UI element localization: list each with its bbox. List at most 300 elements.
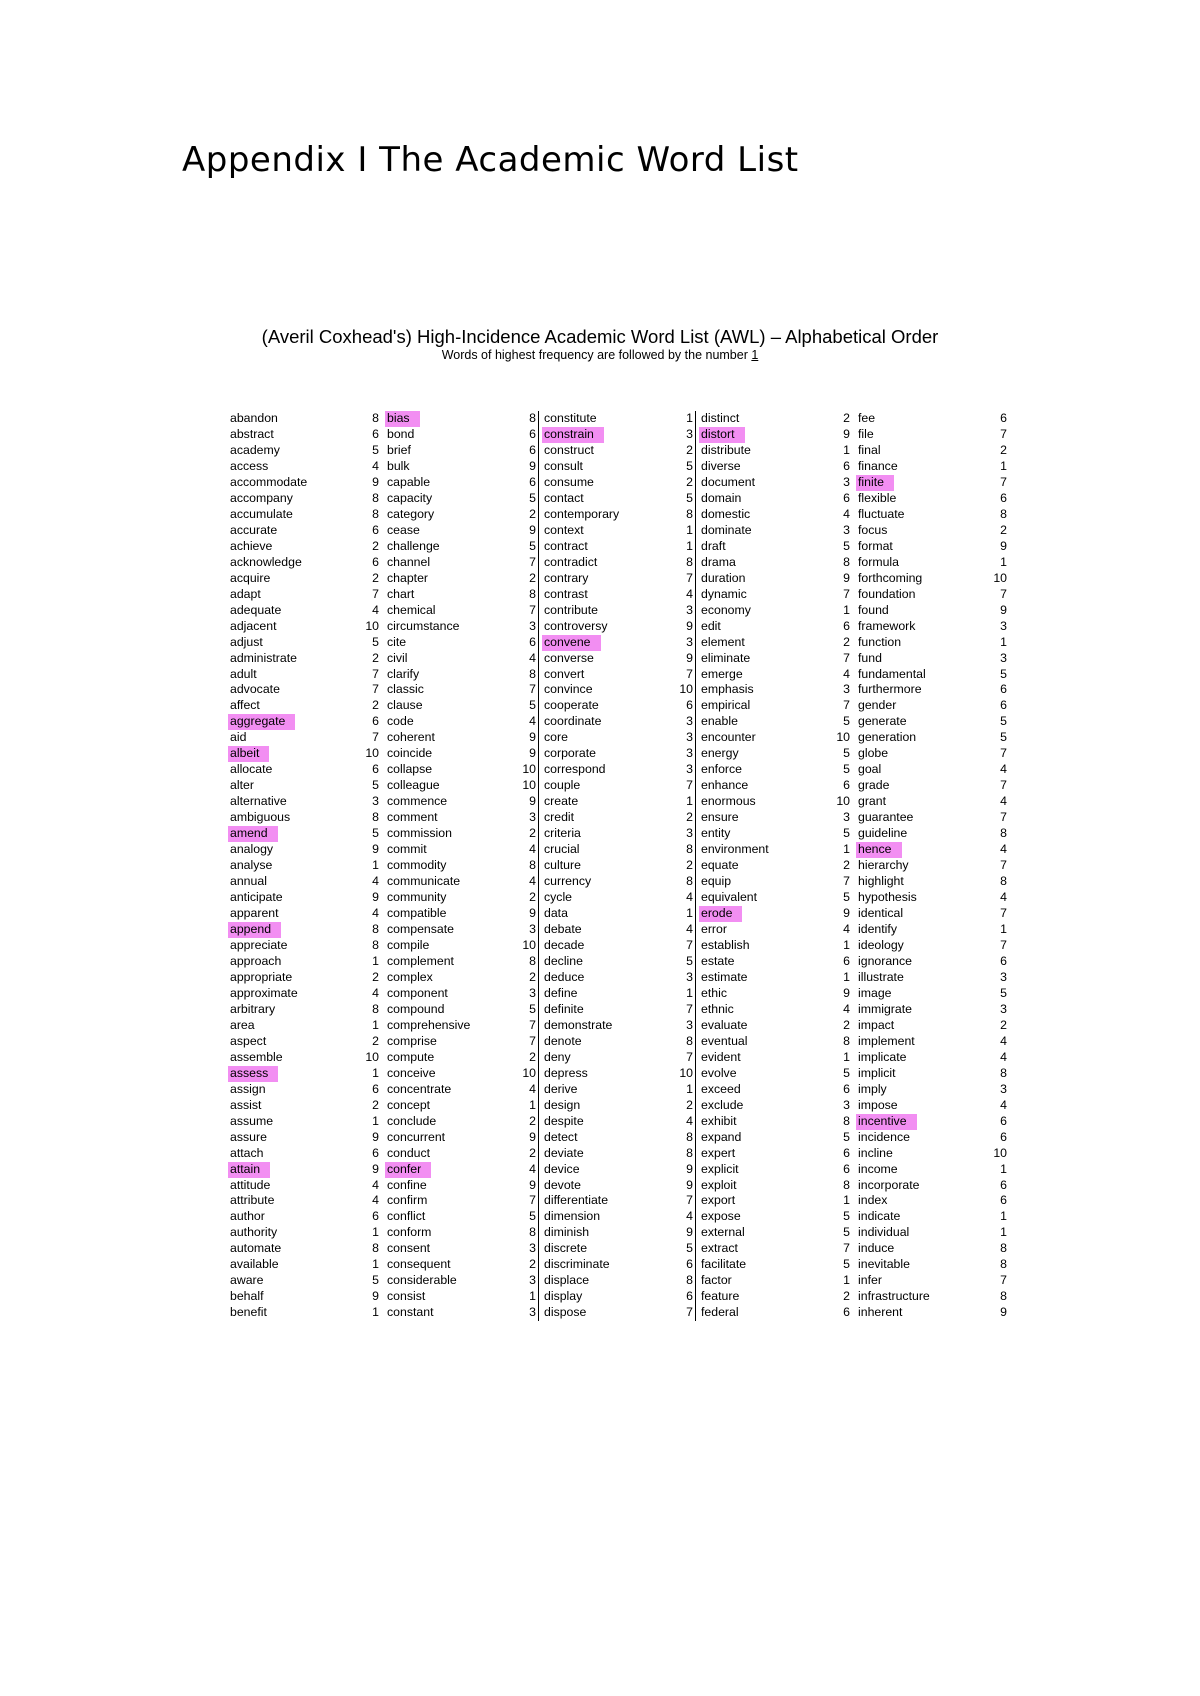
sublist-number: 4 [686, 586, 693, 601]
sublist-number: 1 [843, 442, 850, 457]
word-row [542, 762, 693, 778]
word-row [542, 698, 693, 714]
word: final [858, 442, 881, 457]
word-row [228, 762, 379, 778]
sublist-number: 5 [372, 1273, 379, 1288]
word: constitute [544, 411, 597, 425]
word: attitude [230, 1177, 271, 1192]
sublist-number: 1 [843, 1193, 850, 1208]
sublist-number: 9 [529, 794, 536, 809]
word: infer [858, 1273, 882, 1288]
word: exhibit [701, 1113, 737, 1128]
sublist-number: 10 [993, 570, 1007, 585]
sublist-number: 4 [372, 874, 379, 889]
sublist-number: 3 [529, 1273, 536, 1288]
word: individual [858, 1225, 910, 1240]
sublist-number: 3 [529, 618, 536, 633]
word-row [856, 491, 1007, 507]
sublist-number: 1 [686, 794, 693, 809]
word: formula [858, 554, 900, 569]
word: accumulate [230, 506, 293, 521]
sublist-number: 9 [529, 522, 536, 537]
word: decline [544, 953, 583, 968]
word-row [856, 1034, 1007, 1050]
word-row [542, 1098, 693, 1114]
sublist-number: 1 [686, 985, 693, 1000]
word: generation [858, 730, 917, 745]
sublist-number: 4 [372, 602, 379, 617]
word: context [544, 522, 584, 537]
word-row [542, 938, 693, 954]
sublist-number: 7 [686, 1305, 693, 1320]
word: incorporate [858, 1177, 920, 1192]
word: evaluate [701, 1017, 748, 1032]
sublist-number: 6 [529, 426, 536, 441]
sublist-number: 1 [686, 522, 693, 537]
word: conclude [387, 1113, 437, 1128]
word: devote [544, 1177, 581, 1192]
sublist-number: 2 [843, 1289, 850, 1304]
word: commence [387, 794, 448, 809]
word: criteria [544, 826, 581, 841]
word-row [542, 714, 693, 730]
sublist-number: 6 [1000, 698, 1007, 713]
sublist-number: 5 [1000, 666, 1007, 681]
word-row [542, 1209, 693, 1225]
word: furthermore [858, 682, 922, 697]
word-row [542, 443, 693, 459]
word: anticipate [230, 890, 283, 905]
word: area [230, 1017, 255, 1032]
word-row [699, 954, 850, 970]
sublist-number: 1 [843, 602, 850, 617]
word-row [385, 1257, 536, 1273]
word-row [385, 651, 536, 667]
word: capable [387, 474, 431, 489]
sublist-number: 9 [529, 906, 536, 921]
sublist-number: 6 [1000, 411, 1007, 425]
word-row [699, 523, 850, 539]
sublist-number: 6 [1000, 1129, 1007, 1144]
sublist-number: 5 [529, 490, 536, 505]
highlighted-word: constrain [542, 427, 604, 443]
word-row [542, 922, 693, 938]
sublist-number: 8 [686, 1033, 693, 1048]
word: currency [544, 874, 592, 889]
sublist-number: 1 [1000, 1209, 1007, 1224]
sublist-number: 8 [372, 810, 379, 825]
word-row [228, 778, 379, 794]
word-row [699, 730, 850, 746]
sublist-number: 1 [843, 1049, 850, 1064]
word-row [542, 475, 693, 491]
sublist-number: 8 [529, 411, 536, 425]
word: equip [701, 874, 732, 889]
word: fee [858, 411, 876, 425]
word-row [542, 1034, 693, 1050]
word-row [228, 443, 379, 459]
word: converse [544, 650, 594, 665]
sublist-number: 1 [843, 842, 850, 857]
sublist-number: 3 [686, 602, 693, 617]
word-row [228, 427, 379, 443]
word-row [699, 778, 850, 794]
sublist-number: 7 [372, 682, 379, 697]
highlighted-word: albeit [228, 746, 269, 762]
word-row [228, 603, 379, 619]
sublist-number: 2 [686, 474, 693, 489]
sublist-number: 1 [372, 858, 379, 873]
sublist-number: 10 [679, 1065, 693, 1080]
sublist-number: 5 [843, 746, 850, 761]
sublist-number: 8 [1000, 1289, 1007, 1304]
word: component [387, 985, 448, 1000]
sublist-number: 7 [843, 874, 850, 889]
word-row [542, 1082, 693, 1098]
word: economy [701, 602, 751, 617]
word-row [228, 651, 379, 667]
sublist-number: 7 [686, 1001, 693, 1016]
word: estimate [701, 969, 748, 984]
sublist-number: 5 [372, 442, 379, 457]
word-row [856, 922, 1007, 938]
word: annual [230, 874, 267, 889]
word-row [699, 619, 850, 635]
word-row [856, 1162, 1007, 1178]
word-row [228, 682, 379, 698]
sublist-number: 4 [1000, 1097, 1007, 1112]
word: image [858, 985, 892, 1000]
word-row [228, 1289, 379, 1305]
word-row [385, 1289, 536, 1305]
sublist-number: 8 [1000, 874, 1007, 889]
word: benefit [230, 1305, 267, 1320]
word: inevitable [858, 1257, 910, 1272]
sublist-number: 9 [372, 890, 379, 905]
word-row [542, 1241, 693, 1257]
word-row [228, 1034, 379, 1050]
word-row [228, 507, 379, 523]
word: framework [858, 618, 916, 633]
word: illustrate [858, 969, 904, 984]
word: commission [387, 826, 452, 841]
word-row [542, 730, 693, 746]
word: found [858, 602, 889, 617]
word: access [230, 458, 269, 473]
sublist-number: 5 [843, 890, 850, 905]
word-row [856, 635, 1007, 651]
word: document [701, 474, 756, 489]
sublist-number: 6 [372, 1145, 379, 1160]
sublist-number: 2 [372, 538, 379, 553]
word-row [228, 1050, 379, 1066]
word-row [856, 587, 1007, 603]
word-row [699, 1193, 850, 1209]
word: dimension [544, 1209, 601, 1224]
highlighted-word: hence [856, 842, 902, 858]
sublist-number: 5 [529, 1001, 536, 1016]
word: conflict [387, 1209, 426, 1224]
word-row [542, 1273, 693, 1289]
sublist-number: 7 [1000, 586, 1007, 601]
word-row [856, 1273, 1007, 1289]
word: definite [544, 1001, 584, 1016]
word-row [542, 571, 693, 587]
word-row [385, 762, 536, 778]
sublist-number: 4 [1000, 762, 1007, 777]
sublist-number: 8 [372, 1241, 379, 1256]
word: complement [387, 953, 454, 968]
word: domain [701, 490, 742, 505]
sublist-number: 2 [372, 1033, 379, 1048]
word-row [542, 1066, 693, 1082]
word-row [228, 1082, 379, 1098]
word: adapt [230, 586, 261, 601]
sublist-number: 7 [843, 698, 850, 713]
word-row [542, 1018, 693, 1034]
sublist-number: 4 [529, 650, 536, 665]
page-title: Appendix I The Academic Word List [182, 140, 799, 180]
word: compile [387, 937, 430, 952]
sublist-number: 6 [843, 1081, 850, 1096]
word-row [699, 651, 850, 667]
word-row [228, 555, 379, 571]
word: civil [387, 650, 408, 665]
word-row [228, 1257, 379, 1273]
word-row [542, 874, 693, 890]
sublist-number: 7 [372, 666, 379, 681]
word-row [856, 698, 1007, 714]
word: aspect [230, 1033, 267, 1048]
word-row [385, 1018, 536, 1034]
sublist-number: 7 [529, 1193, 536, 1208]
word: equivalent [701, 890, 758, 905]
word-row [542, 682, 693, 698]
word: bond [387, 426, 415, 441]
word-row [228, 970, 379, 986]
sublist-number: 6 [529, 474, 536, 489]
word: dispose [544, 1305, 587, 1320]
word-row [856, 714, 1007, 730]
word: contract [544, 538, 588, 553]
sublist-number: 4 [372, 458, 379, 473]
word-row [856, 555, 1007, 571]
word-row [228, 1305, 379, 1321]
sublist-number: 2 [372, 698, 379, 713]
word: dominate [701, 522, 752, 537]
word-row [856, 1018, 1007, 1034]
sublist-number: 7 [1000, 810, 1007, 825]
word-row [699, 1082, 850, 1098]
sublist-number: 1 [372, 953, 379, 968]
word: adjust [230, 634, 263, 649]
word-row [385, 1002, 536, 1018]
word-row [856, 1130, 1007, 1146]
word: consequent [387, 1257, 451, 1272]
sublist-number: 6 [372, 762, 379, 777]
word-row [856, 571, 1007, 587]
word-row [699, 794, 850, 810]
word-row [542, 954, 693, 970]
highlighted-word: finite [856, 475, 894, 491]
sublist-number: 1 [843, 969, 850, 984]
sublist-number: 2 [529, 826, 536, 841]
word: drama [701, 554, 736, 569]
sublist-number: 7 [686, 666, 693, 681]
word-row [228, 986, 379, 1002]
word: culture [544, 858, 581, 873]
word-row [542, 1193, 693, 1209]
word-row [228, 1209, 379, 1225]
word-row [699, 667, 850, 683]
sublist-number: 8 [843, 1177, 850, 1192]
sublist-number: 3 [686, 426, 693, 441]
sublist-number: 4 [1000, 794, 1007, 809]
word: ideology [858, 937, 904, 952]
word-row [856, 1193, 1007, 1209]
word-row [699, 1225, 850, 1241]
word: draft [701, 538, 726, 553]
word-row [856, 1050, 1007, 1066]
sublist-number: 10 [365, 1049, 379, 1064]
sublist-number: 2 [529, 969, 536, 984]
sublist-number: 5 [843, 538, 850, 553]
word: correspond [544, 762, 606, 777]
word-row [542, 1162, 693, 1178]
word: chapter [387, 570, 429, 585]
sublist-number: 9 [843, 426, 850, 441]
word-row [385, 698, 536, 714]
sublist-number: 5 [529, 538, 536, 553]
word: abandon [230, 411, 278, 425]
sublist-number: 1 [529, 1289, 536, 1304]
word: constant [387, 1305, 434, 1320]
word-row [542, 539, 693, 555]
sublist-number: 9 [372, 1129, 379, 1144]
word: concentrate [387, 1081, 452, 1096]
word: debate [544, 922, 582, 936]
word-row [228, 1241, 379, 1257]
word-row [542, 906, 693, 922]
word-row [228, 1066, 379, 1082]
word-row [228, 1162, 379, 1178]
word: inherent [858, 1305, 903, 1320]
word-column-4 [699, 411, 850, 1321]
sublist-number: 6 [529, 634, 536, 649]
sublist-number: 3 [843, 474, 850, 489]
sublist-number: 2 [843, 858, 850, 873]
sublist-number: 8 [843, 554, 850, 569]
word: file [858, 426, 874, 441]
word-row [699, 746, 850, 762]
word-row [542, 842, 693, 858]
word-row [542, 1305, 693, 1321]
word: comment [387, 810, 438, 825]
word-row [856, 1257, 1007, 1273]
word: expert [701, 1145, 736, 1160]
word-row [856, 842, 1007, 858]
sublist-number: 2 [686, 1097, 693, 1112]
word: element [701, 634, 745, 649]
sublist-number: 3 [1000, 650, 1007, 665]
sublist-number: 3 [686, 714, 693, 729]
word-row [699, 1066, 850, 1082]
word: duration [701, 570, 746, 585]
word-row [385, 1066, 536, 1082]
sublist-number: 7 [372, 730, 379, 745]
word-row [856, 890, 1007, 906]
sublist-number: 7 [372, 586, 379, 601]
sublist-number: 1 [1000, 554, 1007, 569]
word-row [699, 938, 850, 954]
sublist-number: 9 [529, 1177, 536, 1192]
sublist-number: 3 [843, 682, 850, 697]
highlighted-word: bias [385, 411, 420, 427]
word: accurate [230, 522, 278, 537]
word: federal [701, 1305, 739, 1320]
highlighted-word: aggregate [228, 714, 295, 730]
word-row [856, 1002, 1007, 1018]
word: environment [701, 842, 769, 857]
word: appreciate [230, 937, 288, 952]
word-row [228, 635, 379, 651]
word-row [542, 1257, 693, 1273]
word-row [228, 730, 379, 746]
word: adjacent [230, 618, 277, 633]
sublist-number: 4 [1000, 890, 1007, 905]
sublist-number: 9 [529, 730, 536, 745]
word: comprehensive [387, 1017, 471, 1032]
word-row [542, 507, 693, 523]
word-row [385, 1209, 536, 1225]
word-row [385, 667, 536, 683]
word-row [856, 1098, 1007, 1114]
sublist-number: 1 [686, 411, 693, 425]
word: contradict [544, 554, 598, 569]
sublist-number: 1 [372, 1065, 379, 1080]
sublist-number: 4 [529, 1161, 536, 1176]
word-row [228, 587, 379, 603]
sublist-number: 2 [372, 1097, 379, 1112]
sublist-number: 3 [1000, 969, 1007, 984]
sublist-number: 2 [843, 634, 850, 649]
sublist-number: 7 [529, 1033, 536, 1048]
sublist-number: 3 [686, 1017, 693, 1032]
word: depress [544, 1065, 588, 1080]
word-row [856, 970, 1007, 986]
sublist-number: 5 [686, 458, 693, 473]
sublist-number: 3 [843, 1097, 850, 1112]
word: fund [858, 650, 882, 665]
word: administrate [230, 650, 297, 665]
sublist-number: 3 [529, 810, 536, 825]
sublist-number: 1 [843, 937, 850, 952]
sublist-number: 7 [1000, 937, 1007, 952]
word-row [228, 523, 379, 539]
word: distribute [701, 442, 751, 457]
word: contrary [544, 570, 589, 585]
word: apparent [230, 906, 279, 921]
word: contribute [544, 602, 599, 617]
word-row [228, 826, 379, 842]
word: cite [387, 634, 407, 649]
word-row [228, 746, 379, 762]
word: commodity [387, 858, 447, 873]
word-row [385, 1273, 536, 1289]
word-row [385, 475, 536, 491]
highlighted-word: convene [542, 635, 601, 651]
sublist-number: 5 [529, 698, 536, 713]
